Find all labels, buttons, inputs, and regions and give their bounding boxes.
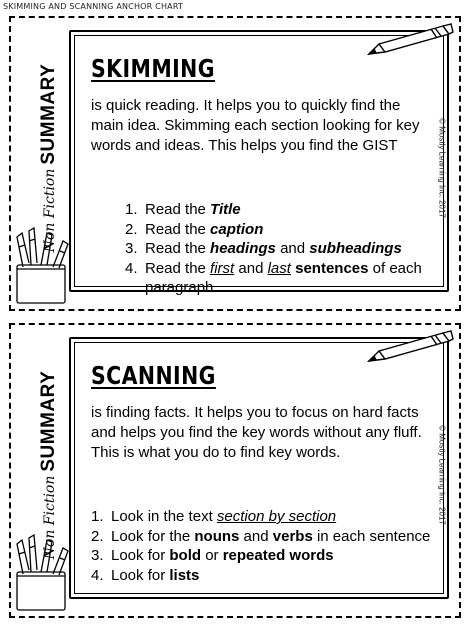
list-item: 1. Read the Title <box>125 201 241 218</box>
copyright: © Mostly Learning Inc. 2017 <box>437 425 447 525</box>
pencil-cup-icon <box>13 534 71 612</box>
list-item: 3. Read the headings and subheadings <box>125 240 402 257</box>
list-item: 4. Read the first and last sentences of each paragraph <box>125 259 422 296</box>
page-header: SKIMMING AND SCANNING ANCHOR CHART <box>3 2 184 11</box>
scanning-heading: SCANNING <box>91 361 216 390</box>
scanning-steps <box>91 507 436 585</box>
side-title-script: Non Fiction <box>42 475 58 560</box>
list-item: 2. Look for the nouns and verbs in each sentence <box>91 527 431 545</box>
copyright: © Mostly Learning Inc. 2017 <box>437 118 447 218</box>
skimming-card <box>9 16 461 311</box>
skimming-heading: SKIMMING <box>91 54 215 83</box>
side-title-script: Non Fiction <box>42 168 58 253</box>
skimming-steps <box>125 200 435 298</box>
scanning-frame <box>69 337 449 599</box>
list-item: 3. Look for bold or repeated words <box>91 547 334 564</box>
skimming-frame <box>69 30 449 296</box>
list-item: 1. Look in the text section by section <box>91 508 337 525</box>
pencil-cup-icon <box>13 227 71 305</box>
scanning-paragraph: is finding facts. It helps you to focus on hard facts and helps you find the key words without any fluff. This is what you do to find key words. <box>91 404 422 461</box>
list-item: 2. Read the caption <box>125 220 264 238</box>
side-title-bold: SUMMARY <box>38 370 59 472</box>
skimming-paragraph: is quick reading. It helps you to quickly find the main idea. Skimming each section looking for key words and ideas. This helps you find the GIST <box>91 97 420 154</box>
scanning-card <box>9 323 461 618</box>
list-item: 4. Look for lists <box>91 566 200 584</box>
side-title-bold: SUMMARY <box>38 63 59 165</box>
